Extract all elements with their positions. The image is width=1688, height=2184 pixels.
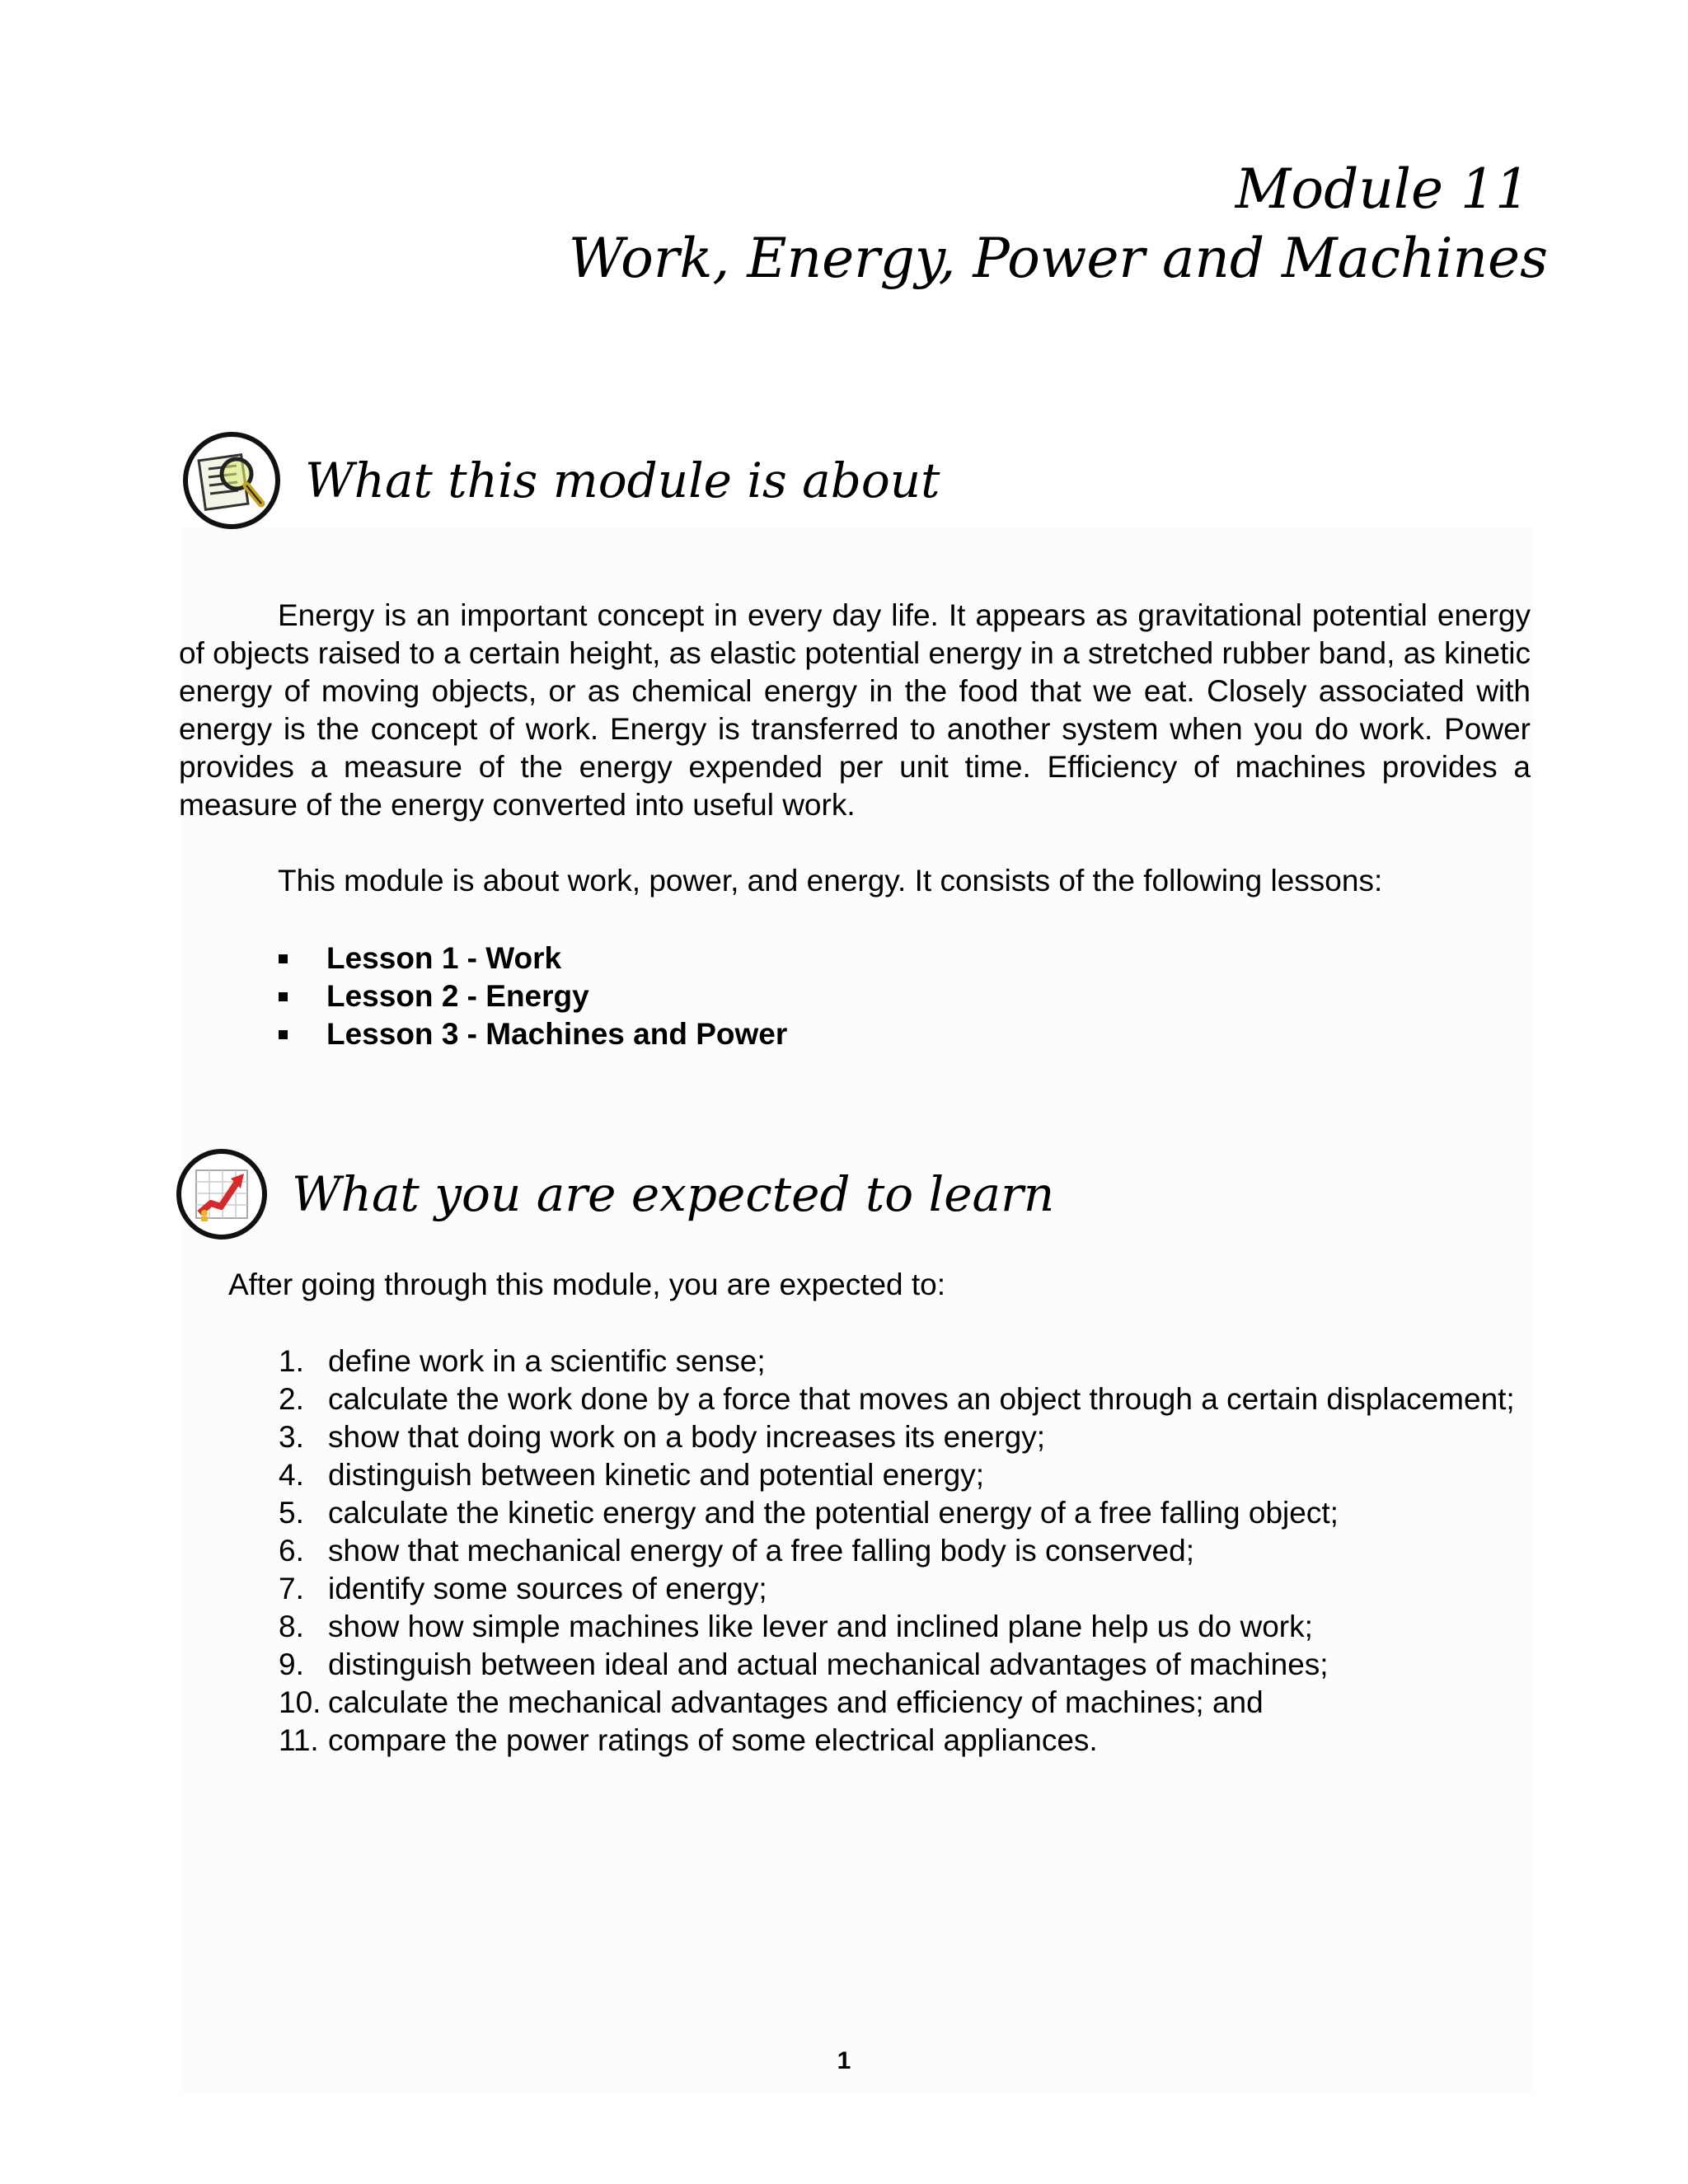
page-number: 1 xyxy=(837,2047,851,2074)
section-learn-heading xyxy=(176,1149,1054,1240)
list-item xyxy=(279,1343,1531,1380)
item-text: define work in a scientific sense; xyxy=(328,1344,766,1378)
list-item xyxy=(279,1570,1531,1608)
about-paragraph-2: This module is about work, power, and energy. It consists of the following lessons: xyxy=(278,864,1383,898)
item-number: 3. xyxy=(279,1420,304,1454)
list-item xyxy=(279,1418,1531,1456)
item-number: 10. xyxy=(279,1685,321,1719)
module-header xyxy=(569,157,1548,295)
item-text: show that mechanical energy of a free falling body is conserved; xyxy=(328,1534,1194,1568)
item-number: 1. xyxy=(279,1344,304,1378)
section-about-heading xyxy=(183,432,940,529)
magnifier-document-icon xyxy=(183,432,280,529)
list-item xyxy=(279,1456,1531,1494)
item-text: distinguish between kinetic and potential energy; xyxy=(328,1458,985,1492)
item-number: 8. xyxy=(279,1610,304,1643)
rising-chart-icon xyxy=(176,1149,267,1240)
item-text: identify some sources of energy; xyxy=(328,1572,767,1605)
section-learn-title: What you are expected to learn xyxy=(292,1166,1055,1222)
item-text: show that doing work on a body increases its energy; xyxy=(328,1420,1045,1454)
list-item xyxy=(279,1684,1531,1722)
module-title: Work, Energy, Power and Machines xyxy=(568,227,1548,290)
list-item xyxy=(279,1646,1531,1684)
list-item xyxy=(279,1015,787,1053)
item-number: 6. xyxy=(279,1534,304,1568)
objectives-list xyxy=(279,1343,1531,1760)
item-number: 2. xyxy=(279,1382,304,1416)
item-number: 4. xyxy=(279,1458,304,1492)
lesson-label: Lesson 3 - Machines and Power xyxy=(326,1017,788,1051)
item-number: 11. xyxy=(279,1723,319,1757)
list-item xyxy=(279,1608,1531,1646)
bullet-icon xyxy=(279,954,288,963)
item-text: show how simple machines like lever and inclined plane help us do work; xyxy=(328,1610,1313,1643)
item-number: 9. xyxy=(279,1647,304,1681)
about-paragraph-1: Energy is an important concept in every day life. It appears as gravitational potential energy of objects raised to a certain height, as elastic potential energy in a stretched rubber band, as kinetic energy of moving objects, or as chemical energy in the food that we eat. Closely associated with energy is the concept of work. Energy is transferred to another system when you do work. Power provides a measure of the energy expended per unit time. Efficiency of machines provides a measure of the energy converted into useful work. xyxy=(179,598,1531,822)
list-item xyxy=(279,1380,1531,1418)
lesson-list xyxy=(279,940,787,1053)
list-item xyxy=(279,977,787,1015)
item-text: calculate the mechanical advantages and efficiency of machines; and xyxy=(328,1685,1264,1719)
learn-intro: After going through this module, you are expected to: xyxy=(228,1268,946,1301)
item-text: compare the power ratings of some electrical appliances. xyxy=(328,1723,1098,1757)
item-text: calculate the work done by a force that moves an object through a certain displacement; xyxy=(328,1382,1515,1416)
bullet-icon xyxy=(279,992,288,1001)
section-about-title: What this module is about xyxy=(305,452,940,509)
bullet-icon xyxy=(279,1030,288,1039)
list-item xyxy=(279,1722,1531,1760)
lesson-label: Lesson 1 - Work xyxy=(326,941,562,975)
item-text: calculate the kinetic energy and the potential energy of a free falling object; xyxy=(328,1496,1339,1530)
lesson-label: Lesson 2 - Energy xyxy=(326,979,589,1013)
item-text: distinguish between ideal and actual mechanical advantages of machines; xyxy=(328,1647,1329,1681)
item-number: 5. xyxy=(279,1496,304,1530)
list-item xyxy=(279,1532,1531,1570)
list-item xyxy=(279,1494,1531,1532)
list-item xyxy=(279,940,787,977)
module-number: Module 11 xyxy=(1235,157,1530,221)
item-number: 7. xyxy=(279,1572,304,1605)
